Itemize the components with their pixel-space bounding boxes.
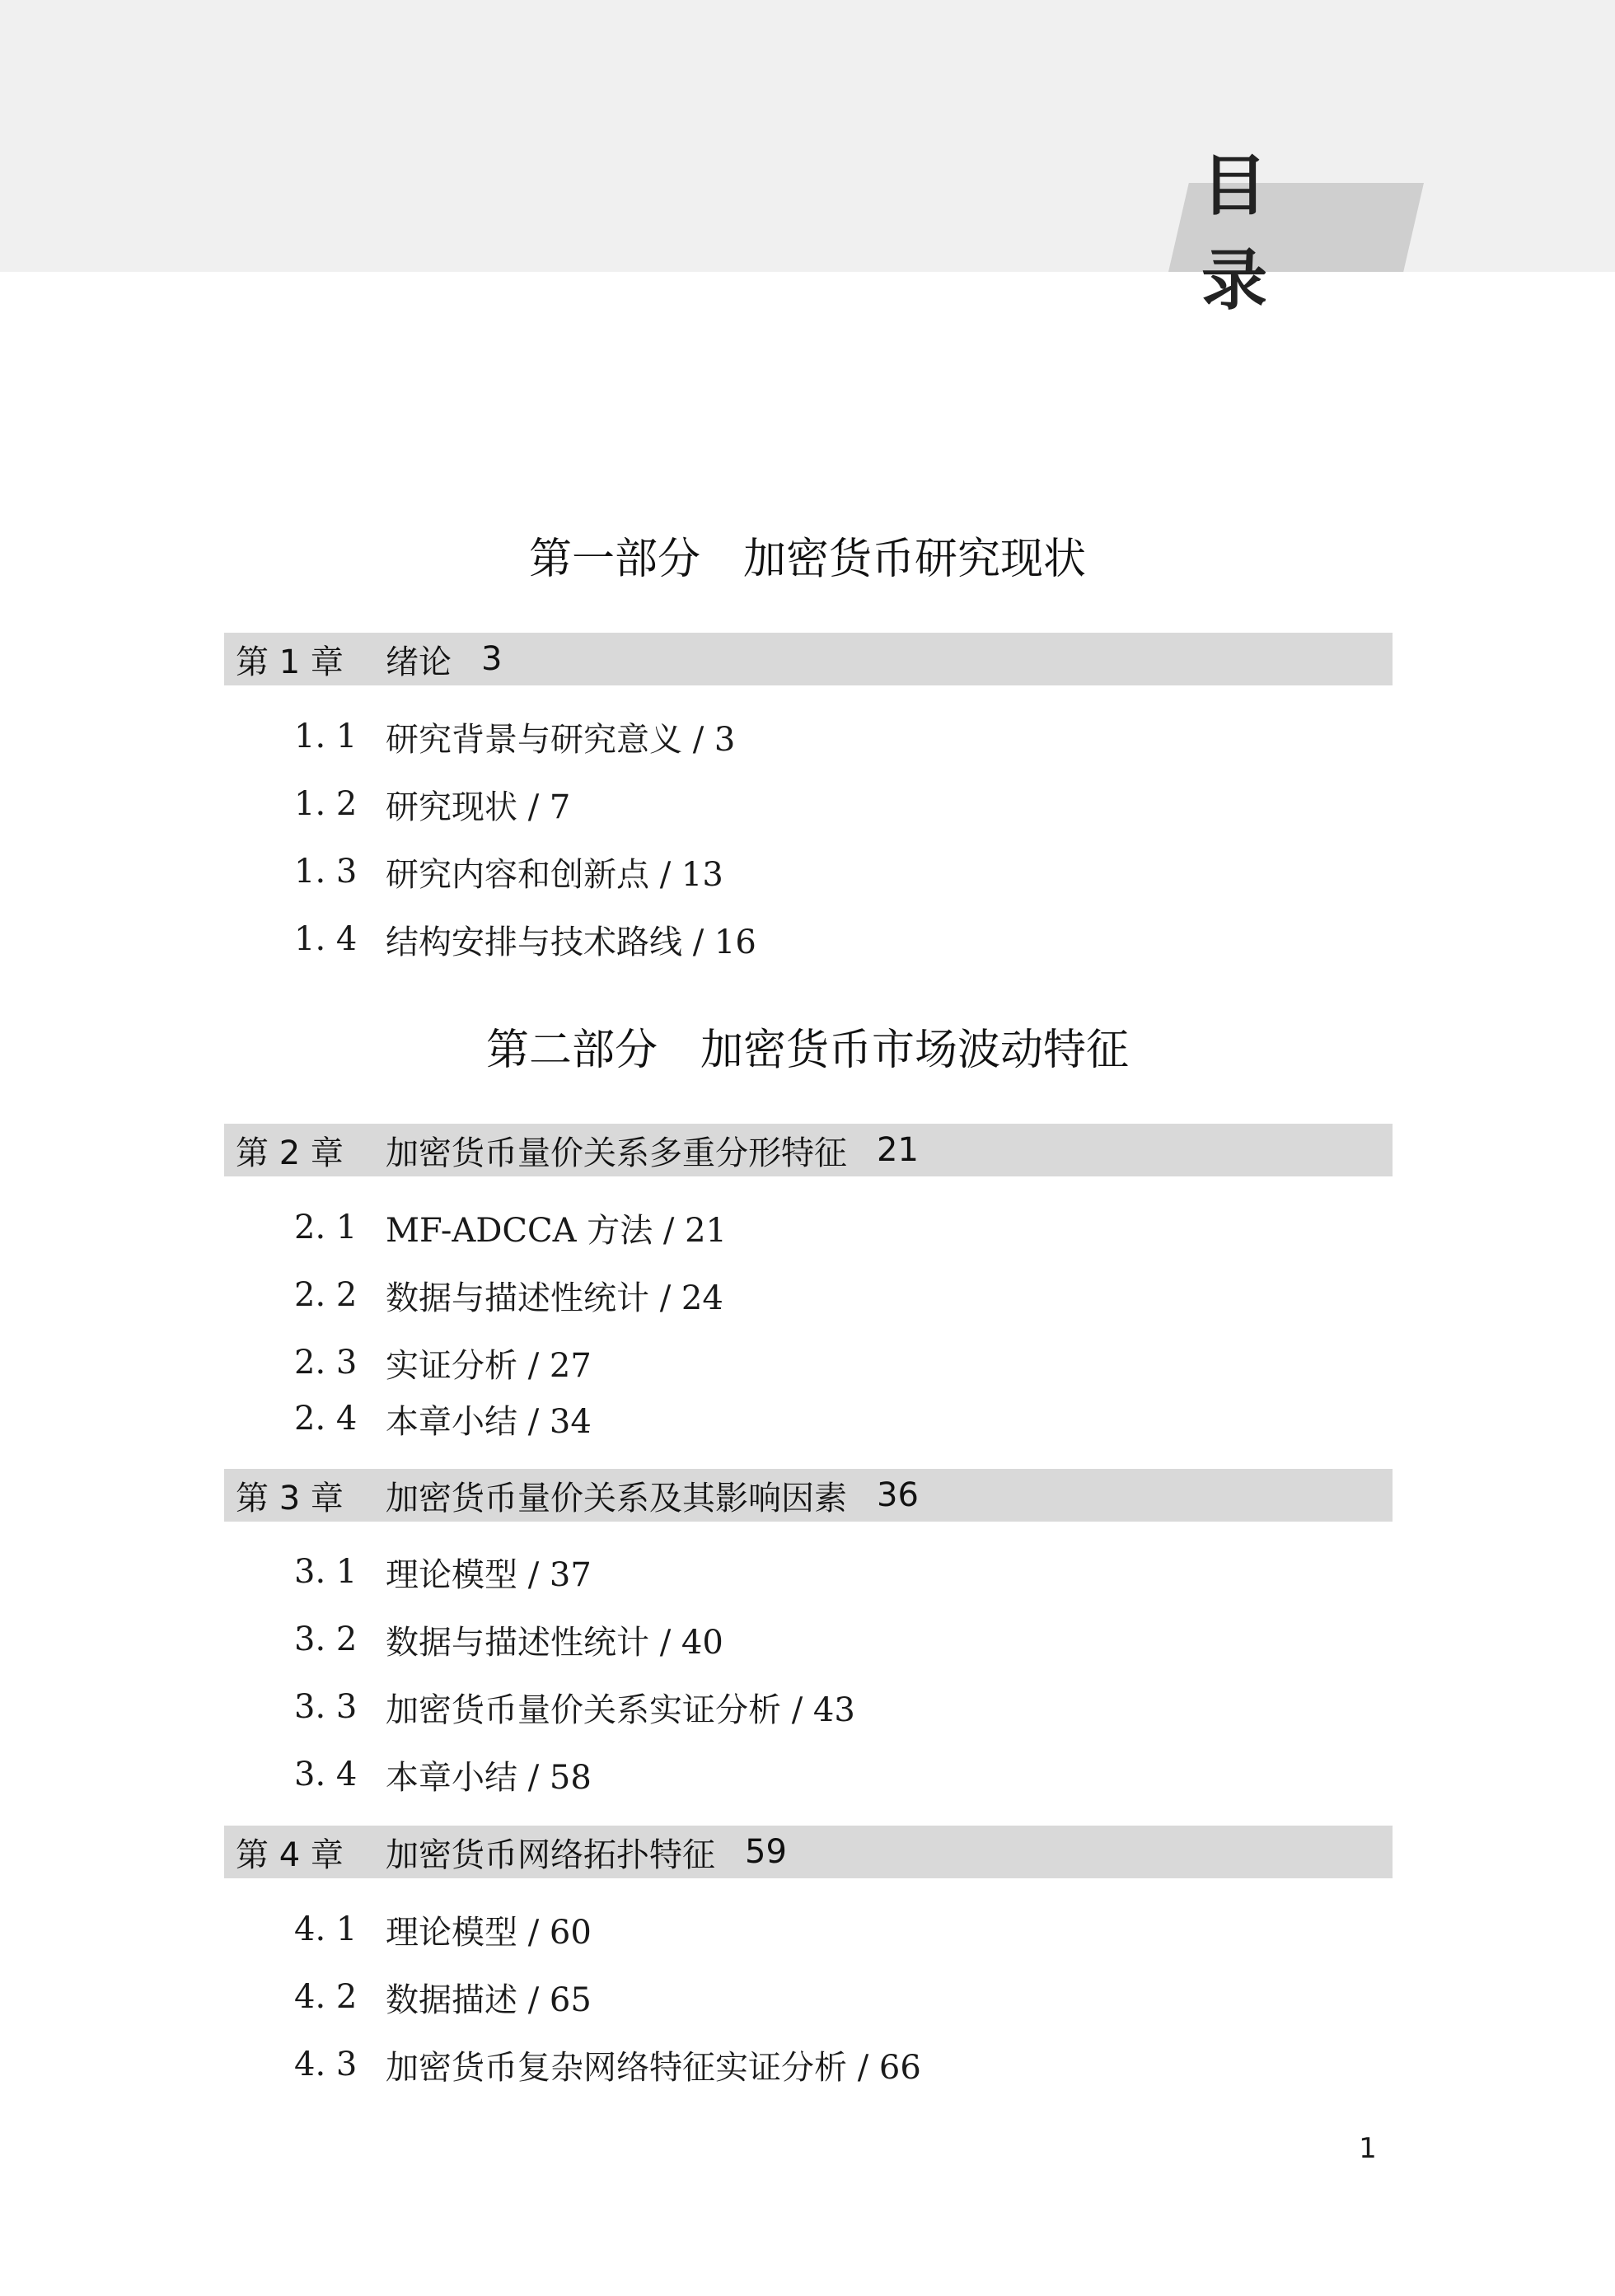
section-title: 实证分析 / 27	[386, 1346, 592, 1385]
chapter-bar-2[interactable]	[224, 1124, 1393, 1176]
section-title: 加密货币量价关系实证分析 / 43	[386, 1690, 855, 1729]
section-title: 理论模型 / 37	[386, 1555, 592, 1594]
section-title: 数据与描述性统计 / 24	[386, 1279, 723, 1317]
section-number: 2. 4	[294, 1400, 358, 1438]
section-number: 2. 2	[294, 1276, 358, 1314]
chapter-page: 59	[745, 1833, 787, 1871]
part-heading-2: 第二部分 加密货币市场波动特征	[485, 1026, 1129, 1075]
section-title: 研究内容和创新点 / 13	[386, 855, 723, 894]
page-title: 目 录	[1201, 147, 1300, 319]
section-title: MF-ADCCA 方法 / 21	[386, 1211, 728, 1250]
section-title: 数据描述 / 65	[386, 1980, 592, 2019]
section-number: 1. 4	[294, 920, 358, 958]
chapter-title: 加密货币量价关系多重分形特征	[386, 1134, 847, 1172]
section-number: 3. 3	[294, 1688, 358, 1726]
section-number: 2. 1	[294, 1209, 358, 1246]
part-heading-1: 第一部分 加密货币研究现状	[528, 535, 1086, 584]
chapter-bar-1[interactable]	[224, 633, 1393, 685]
section-number: 1. 1	[294, 718, 358, 755]
section-title: 研究背景与研究意义 / 3	[386, 720, 736, 759]
section-number: 3. 4	[294, 1756, 358, 1793]
chapter-bar-3[interactable]	[224, 1469, 1393, 1522]
chapter-page: 3	[481, 640, 503, 678]
chapter-page: 36	[877, 1476, 919, 1514]
section-number: 4. 3	[294, 2046, 358, 2083]
section-title: 结构安排与技术路线 / 16	[386, 923, 756, 961]
section-number: 3. 1	[294, 1553, 358, 1591]
chapter-page: 21	[877, 1131, 919, 1169]
chapter-bar-4[interactable]	[224, 1826, 1393, 1878]
section-number: 1. 2	[294, 785, 358, 823]
section-number: 3. 2	[294, 1620, 358, 1658]
section-title: 本章小结 / 34	[386, 1402, 592, 1441]
chapter-number: 第 4 章	[236, 1835, 344, 1874]
section-title: 加密货币复杂网络特征实证分析 / 66	[386, 2048, 921, 2087]
section-number: 4. 2	[294, 1978, 358, 2016]
chapter-number: 第 3 章	[236, 1479, 344, 1517]
section-number: 2. 3	[294, 1344, 358, 1382]
section-title: 数据与描述性统计 / 40	[386, 1623, 723, 1662]
page-number: 1	[1359, 2132, 1377, 2165]
chapter-number: 第 2 章	[236, 1134, 344, 1172]
chapter-number: 第 1 章	[236, 643, 344, 681]
section-title: 本章小结 / 58	[386, 1758, 592, 1797]
section-title: 研究现状 / 7	[386, 788, 571, 826]
chapter-title: 加密货币量价关系及其影响因素	[386, 1479, 847, 1517]
section-number: 4. 1	[294, 1910, 358, 1948]
chapter-title: 加密货币网络拓扑特征	[386, 1835, 715, 1874]
section-number: 1. 3	[294, 853, 358, 891]
chapter-title: 绪论	[386, 643, 452, 681]
section-title: 理论模型 / 60	[386, 1913, 592, 1952]
